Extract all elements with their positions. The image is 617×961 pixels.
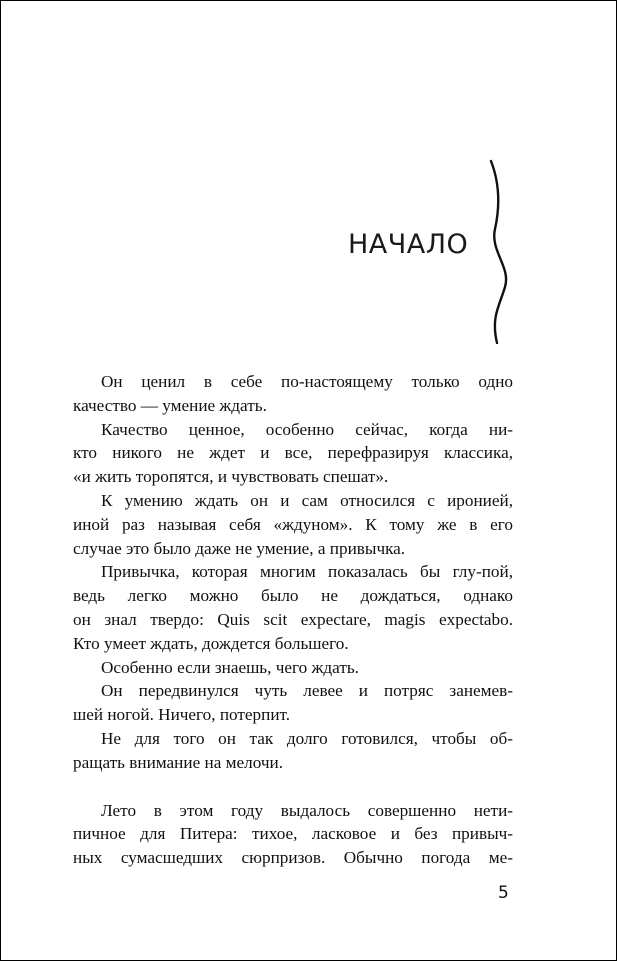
text-line: Он ценил в себе по-настоящему только одно (101, 372, 513, 391)
text-line: Особенно если знаешь, чего ждать. (101, 657, 359, 677)
text-line: иной раз называя себя «ждуном». К тому же в его (73, 514, 513, 534)
text-line: Лето в этом году выдалось совершенно нети- (101, 800, 513, 820)
text-line: Кто умеет ждать, дождется большего. (73, 633, 349, 653)
text-line: Качество ценное, особенно сейчас, когда ни- (101, 419, 513, 439)
paragraph (73, 656, 513, 680)
text-line: он знал твердо: Quis scit expectare, magis expectabo. (73, 609, 513, 629)
text-line: Привычка, которая многим показалась бы глу-пой, (101, 562, 513, 582)
text-line: ведь легко можно было не дождаться, однако (73, 586, 513, 606)
text-line: качество — умение ждать. (73, 395, 267, 415)
paragraph (73, 560, 513, 655)
text-line: «и жить торопятся, и чувствовать спешат». (73, 467, 389, 487)
paragraph (73, 418, 513, 489)
wave-ornament-icon (485, 159, 515, 344)
text-line: Не для того он так долго готовился, чтобы об- (101, 728, 513, 748)
paragraph (73, 489, 513, 560)
text-line: пичное для Питера: тихое, ласковое и без привыч- (73, 824, 513, 844)
page-number: 5 (498, 883, 509, 903)
text-line: шей ногой. Ничего, потерпит. (73, 705, 291, 725)
text-line: ращать внимание на мелочи. (73, 752, 284, 772)
section-break (73, 775, 513, 799)
paragraph (73, 679, 513, 727)
text-line: К умению ждать он и сам относился с иронией, (101, 490, 513, 510)
text-line: случае это было даже не умение, а привычка. (73, 538, 406, 558)
body-text (73, 370, 513, 870)
text-line: ных сумасшедших сюрпризов. Обычно погода ме- (73, 848, 513, 868)
text-line: Он передвинулся чуть левее и потряс занемев- (101, 681, 513, 701)
paragraph (73, 799, 513, 870)
paragraph (73, 370, 513, 418)
text-line: кто никого не ждет и все, перефразируя классика, (73, 443, 513, 463)
chapter-title: НАЧАЛО (348, 229, 469, 260)
paragraph (73, 727, 513, 775)
